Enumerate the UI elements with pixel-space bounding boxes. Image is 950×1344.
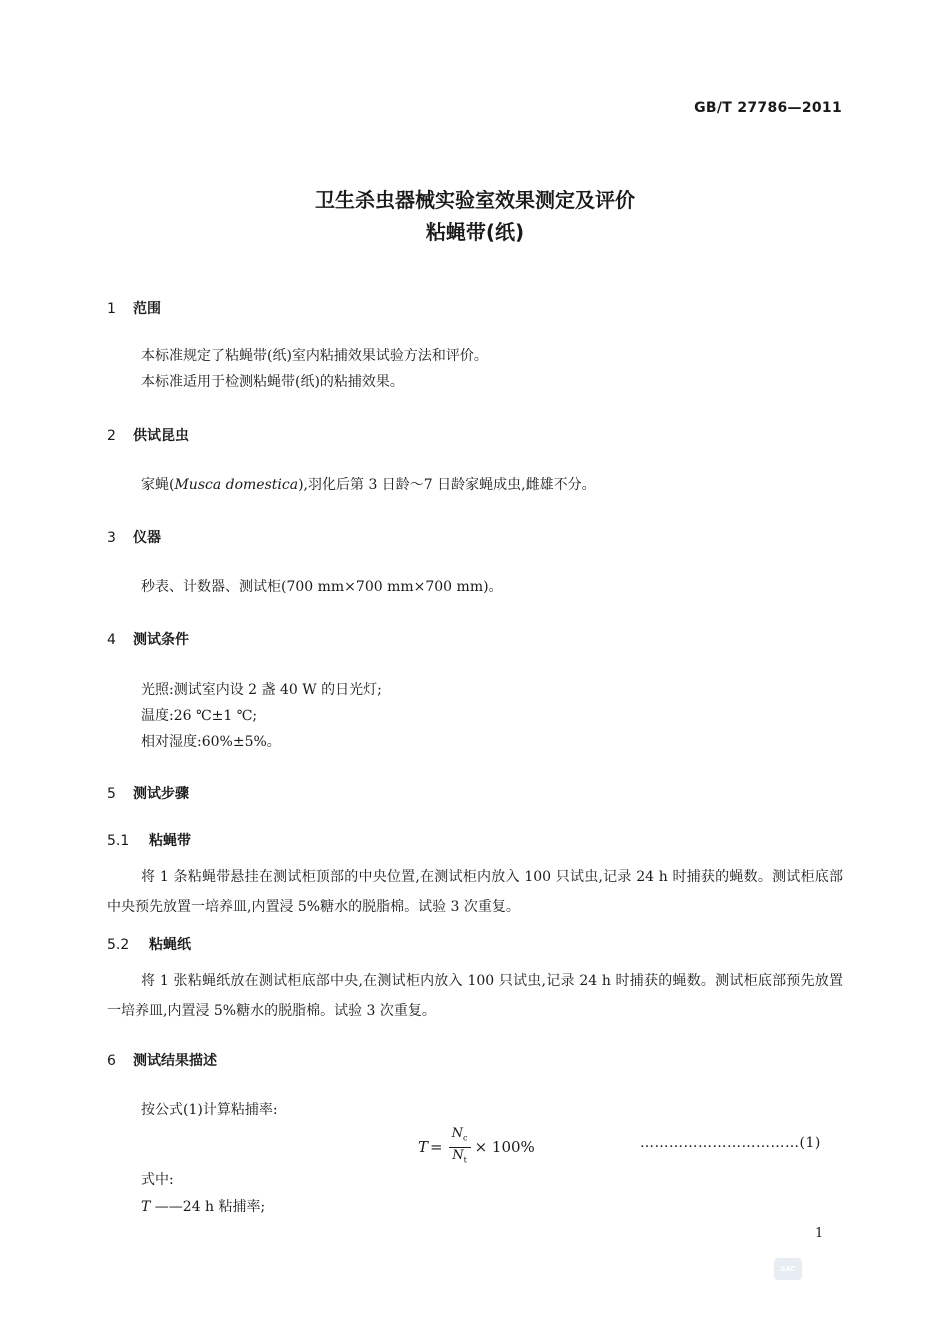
definition-text: ——24 h 粘捕率;: [150, 1199, 266, 1215]
document-subtitle: 粘蝇带(纸): [425, 220, 525, 244]
paragraph: 本标准规定了粘蝇带(纸)室内粘捕效果试验方法和评价。: [141, 348, 488, 364]
text-span: ),羽化后第 3 日龄～7 日龄家蝇成虫,雌雄不分。: [298, 477, 596, 493]
section-heading-4: [107, 629, 189, 649]
denominator-var: N: [452, 1147, 464, 1163]
section-number: 3: [107, 530, 116, 546]
paragraph: 将 1 张粘蝇纸放在测试柜底部中央,在测试柜内放入 100 只试虫,记录 24 h 时捕获的蝇数。测试柜底部预先放置一培养皿,内置浸 5%糖水的脱脂棉。试验 3 次重复。: [107, 973, 843, 1019]
subsection-heading-5-2: [107, 934, 191, 954]
formula: [418, 1126, 535, 1168]
fraction-numerator: [452, 1126, 468, 1147]
section-heading-2: [107, 425, 189, 445]
section-number: 1: [107, 301, 116, 317]
paragraph: [141, 475, 596, 495]
section-title: 测试步骤: [133, 786, 189, 802]
subsection-heading-5-1: [107, 830, 191, 850]
standard-code: GB/T 27786—2011: [694, 100, 842, 116]
numerator-var: N: [451, 1126, 464, 1141]
section-heading-5: [107, 783, 189, 803]
paragraph: 温度:26 ℃±1 ℃;: [141, 708, 258, 724]
paragraph: 秒表、计数器、测试柜(700 mm×700 mm×700 mm)。: [141, 579, 503, 595]
section-number: 2: [107, 428, 116, 444]
section-number: 6: [107, 1053, 116, 1069]
subsection-title: 粘蝇纸: [149, 937, 191, 953]
paragraph: 式中:: [141, 1172, 174, 1188]
subsection-title: 粘蝇带: [149, 833, 191, 849]
section-title: 供试昆虫: [133, 428, 189, 444]
formula-fraction: [449, 1126, 471, 1168]
denominator-sub: t: [463, 1155, 467, 1165]
numerator-sub: c: [463, 1133, 468, 1143]
page-number: 1: [815, 1226, 824, 1241]
section-heading-3: [107, 527, 161, 547]
formula-equals: =: [430, 1138, 443, 1157]
section-heading-6: [107, 1050, 217, 1070]
formula-rhs: × 100%: [474, 1138, 535, 1157]
section-heading-1: [107, 298, 161, 318]
paragraph: 光照:测试室内设 2 盏 40 W 的日光灯;: [141, 682, 382, 698]
species-name: Musca domestica: [174, 477, 299, 493]
subsection-number: 5.1: [107, 833, 130, 849]
definition-var: T: [141, 1199, 151, 1215]
fraction-denominator: [452, 1148, 467, 1169]
formula-lhs: T: [418, 1138, 429, 1157]
section-title: 范围: [133, 301, 161, 317]
section-number: 5: [107, 786, 116, 802]
section-number: 4: [107, 632, 116, 648]
paragraph: 相对湿度:60%±5%。: [141, 734, 281, 750]
section-title: 测试条件: [133, 632, 189, 648]
section-title: 仪器: [133, 530, 161, 546]
subsection-number: 5.2: [107, 937, 130, 953]
paragraph: 按公式(1)计算粘捕率:: [141, 1102, 278, 1118]
text-span: 家蝇(: [141, 477, 175, 493]
paragraph: 将 1 条粘蝇带悬挂在测试柜顶部的中央位置,在测试柜内放入 100 只试虫,记录 24 h 时捕获的蝇数。测试柜底部中央预先放置一培养皿,内置浸 5%糖水的脱脂棉。试验 3 次重复。: [107, 869, 843, 915]
paragraph: 本标准适用于检测粘蝇带(纸)的粘捕效果。: [141, 374, 404, 390]
definition: [141, 1197, 265, 1217]
equation-number: ……………………………(1): [640, 1135, 821, 1151]
sac-logo-icon: SAC: [774, 1258, 802, 1280]
section-title: 测试结果描述: [133, 1053, 217, 1069]
document-title: 卫生杀虫器械实验室效果测定及评价: [315, 188, 635, 212]
